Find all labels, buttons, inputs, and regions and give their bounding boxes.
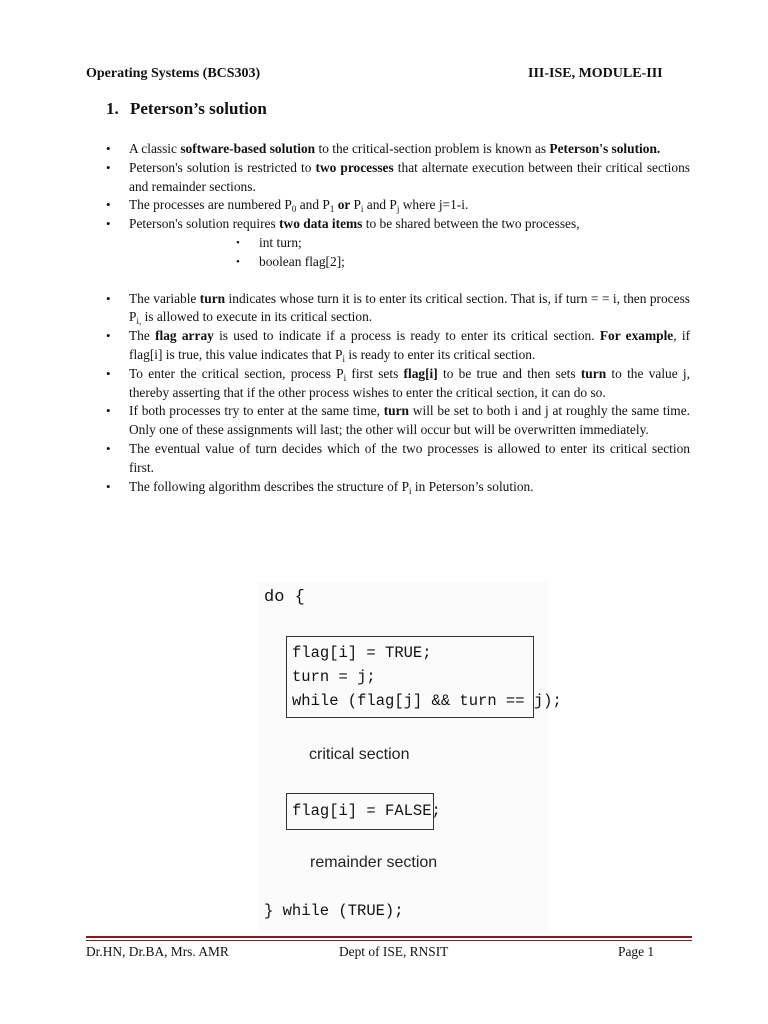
text-run: If both processes try to enter at the same time,: [129, 403, 384, 419]
text-run: is ready to enter its critical section.: [344, 346, 536, 362]
bullet-item: [106, 140, 690, 159]
text-run: Peterson's solution requires: [129, 216, 280, 232]
bullet-item: [106, 365, 690, 403]
text-run: is allowed to execute in its critical section.: [141, 309, 373, 325]
bullet-item: [106, 402, 690, 440]
text-run: The following algorithm describes the structure of P: [129, 478, 410, 494]
bullet-item: [106, 478, 690, 497]
bullet-item: [106, 159, 690, 197]
subscript: j: [396, 204, 400, 215]
footer-page-number: Page 1: [618, 944, 655, 959]
subscript: i: [409, 485, 412, 496]
bullet-item: [106, 196, 690, 215]
text-run: to the critical-section problem is known as: [315, 141, 550, 156]
text-run: first sets: [346, 365, 404, 381]
entry-section-box: [286, 636, 562, 718]
text-run: The processes are numbered P: [129, 197, 292, 213]
text-run: The eventual value of turn decides which of the two processes is allowed to enter its critical section first.: [129, 440, 690, 475]
subscript: i: [343, 372, 347, 383]
subscript: i,: [136, 316, 142, 327]
text-run: The: [129, 328, 156, 344]
text-run: where j=1-i.: [399, 197, 469, 213]
code-line-flag-true: flag[i] = TRUE;: [292, 644, 432, 662]
bold-run: turn: [580, 365, 607, 381]
header-course: Operating Systems (BCS303): [86, 66, 261, 81]
footer-dept: Dept of ISE, RNSIT: [339, 944, 449, 959]
bold-run: Peterson's solution.: [549, 141, 661, 156]
text-run: To enter the critical section, process P: [129, 365, 344, 381]
while-true-line: } while (TRUE);: [264, 902, 404, 920]
code-line-flag-false: flag[i] = FALSE;: [292, 802, 441, 820]
bullet-item: [106, 215, 690, 234]
text-run: A classic: [129, 141, 181, 156]
text-run: to be true and then sets: [437, 365, 581, 381]
body-content: [106, 140, 690, 496]
bold-run: or: [334, 197, 354, 213]
critical-section-label: critical section: [309, 746, 410, 763]
do-line: do {: [264, 588, 305, 607]
text-run: will be set to both i and j at roughly the same time. Only one of these assignments will last; the other will occur but will be overwritten immediately.: [129, 403, 690, 438]
bold-run: two data items: [279, 216, 363, 232]
subscript: 0: [291, 204, 297, 215]
text-run: in Peterson’s solution.: [411, 478, 534, 494]
section-heading: [106, 99, 267, 119]
text-run: , if flag[i] is true, this value indicates that P: [129, 328, 691, 362]
footer-rule: [86, 936, 692, 938]
bullet-item: [106, 290, 690, 328]
subscript: 1: [329, 204, 335, 215]
text-run: is used to indicate if a process is ready to enter its critical section.: [213, 328, 600, 344]
spacer: [106, 272, 690, 290]
bold-run: For example: [599, 328, 674, 344]
code-line-turn: turn = j;: [292, 668, 376, 686]
text-run: and P: [363, 197, 397, 213]
text-run: indicates whose turn it is to enter its critical section. That is, if turn = = i, then process P: [129, 290, 690, 325]
bold-run: two processes: [315, 159, 394, 175]
footer-authors: Dr.HN, Dr.BA, Mrs. AMR: [86, 944, 229, 959]
bold-run: flag[i]: [403, 365, 438, 381]
bullet-list-bottom: [106, 290, 690, 497]
bold-run: turn: [383, 403, 410, 419]
bold-run: turn: [199, 290, 226, 306]
bullet-item: [106, 327, 690, 365]
section-title-text: Peterson’s solution: [130, 99, 267, 118]
text-run: The variable: [129, 290, 200, 306]
header-module: III-ISE, MODULE-III: [528, 66, 663, 81]
footer-rule-thin: [86, 940, 692, 941]
bullet-item: [106, 440, 690, 478]
bold-run: software-based solution: [180, 141, 316, 156]
exit-section-box: [286, 793, 441, 830]
bullet-list-top: [106, 140, 690, 234]
text-run: and P: [296, 197, 330, 213]
text-run: P: [353, 197, 361, 213]
data-item-turn: • int turn;: [236, 234, 690, 253]
remainder-section-label: remainder section: [310, 854, 438, 871]
data-items-list: [106, 234, 690, 272]
peterson-algorithm-figure: [258, 582, 562, 932]
section-number: 1.: [106, 99, 119, 118]
subscript: i: [342, 353, 345, 364]
bold-run: flag array: [155, 328, 214, 344]
text-run: that alternate execution between their critical sections and remainder sections.: [129, 159, 690, 194]
data-item-flag: • boolean flag[2];: [236, 253, 690, 272]
code-line-while: while (flag[j] && turn == j);: [292, 692, 562, 710]
text-run: to be shared between the two processes,: [362, 216, 580, 232]
text-run: to the value j, thereby asserting that if the other process wishes to enter the critical section, it can do so.: [129, 365, 690, 400]
subscript: i: [360, 204, 364, 215]
text-run: Peterson's solution is restricted to: [129, 159, 316, 175]
